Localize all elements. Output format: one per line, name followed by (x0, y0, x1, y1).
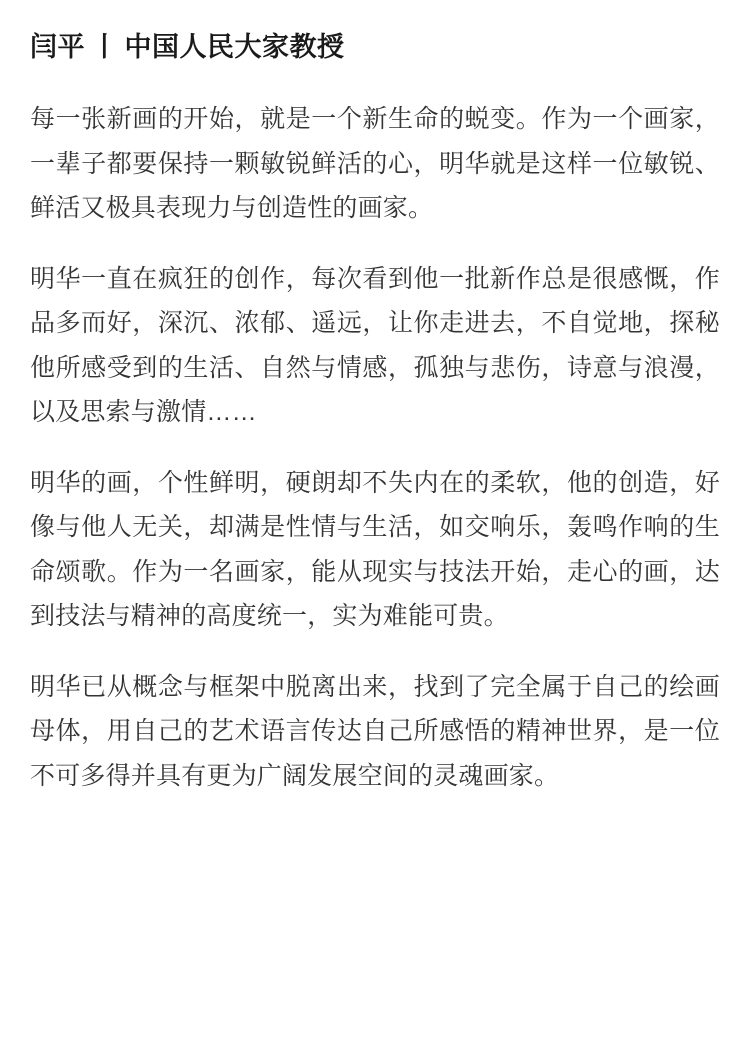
title-author: 闫平 (30, 32, 85, 62)
title-role: 中国人民大家教授 (124, 32, 345, 62)
article-paragraph: 明华的画，个性鲜明，硬朗却不失内在的柔软，他的创造，好像与他人无关，却满是性情与生活，如交响乐，轰鸣作响的生命颂歌。作为一名画家，能从现实与技法开始，走心的画，达到技法与精神的高度统一，实为难能可贵。 (30, 468, 720, 631)
article-paragraph: 明华已从概念与框架中脱离出来，找到了完全属于自己的绘画母体，用自己的艺术语言传达自己所感悟的精神世界，是一位不可多得并具有更为广阔发展空间的灵魂画家。 (30, 672, 720, 790)
title-separator: 丨 (91, 32, 119, 62)
page-title (30, 28, 720, 67)
article-paragraph: 明华一直在疯狂的创作，每次看到他一批新作总是很感慨，作品多而好，深沉、浓郁、遥远，让你走进去，不自觉地，探秘他所感受到的生活、自然与情感，孤独与悲伤，诗意与浪漫，以及思索与激情…… (30, 264, 720, 427)
article-paragraph: 每一张新画的开始，就是一个新生命的蜕变。作为一个画家，一辈子都要保持一颗敏锐鲜活的心，明华就是这样一位敏锐、鲜活又极具表现力与创造性的画家。 (30, 105, 720, 223)
